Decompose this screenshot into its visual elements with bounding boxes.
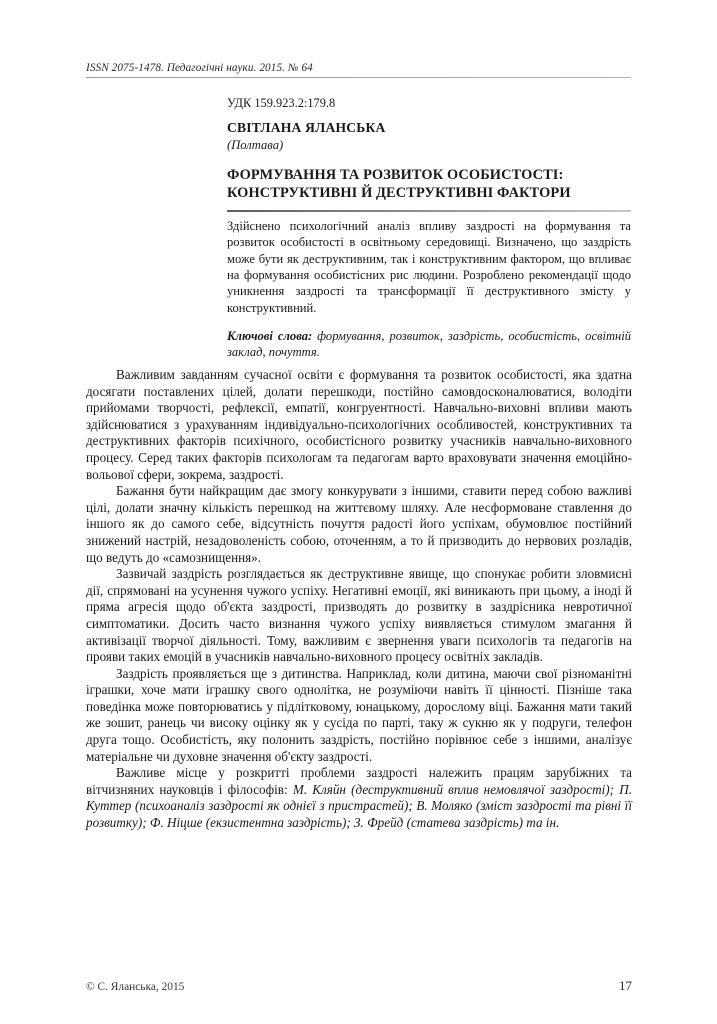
title-divider	[227, 210, 631, 212]
copyright-notice: © С. Яланська, 2015	[86, 981, 185, 993]
page-footer	[86, 978, 632, 994]
page-number: 17	[619, 978, 632, 993]
author-name: СВІТЛАНА ЯЛАНСЬКА	[227, 120, 386, 136]
page-title: ФОРМУВАННЯ ТА РОЗВИТОК ОСОБИСТОСТІ: КОНСТРУКТИВНІ Й ДЕСТРУКТИВНІ ФАКТОРИ	[227, 167, 571, 202]
body-paragraph-1: Важливим завданням сучасної освіти є формування та розвиток особистості, яка здатна досягати поставлених цілей, долати перешкоди, постійно самовдосконалюватися, володіти прийомами творчості, рефлексії, емпатії, конгруентності. Навчально-виховні впливи мають здійснюватися з урахуванням індивідуально-психологічних особливостей, конструктивних та деструктивних факторів психічного, особистісного розвитку учасників навчально-виховного процесу. Серед таких факторів психологам та педагогам варто враховувати значення емоційно-вольової сфери, зокрема, заздрості.	[86, 367, 632, 482]
running-head	[86, 62, 631, 78]
keywords-label: Ключові слова:	[227, 329, 313, 344]
keywords-values: формування, розвиток, заздрість, особистість, освітній заклад, почуття.	[227, 329, 631, 360]
body-paragraph-4: Заздрість проявляється ще з дитинства. Наприклад, коли дитина, маючи свої різноманітні іграшки, хоче мати іграшку свого однолітка, не розуміючи навіть її цінності. Пізніше така поведінка може повторюватись у підлітковому, юнацькому, дорослому віці. Бажання мати такий же зошит, ранець чи високу оцінку як у сусіда по парті, таку ж сукню як у подруги, телефон друга тощо. Особистість, яку полонить заздрість, постійно порівнює себе з іншими, аналізує матеріальне чи духовне значення об'єкту заздрості.	[86, 665, 632, 764]
body-paragraph-5	[86, 765, 632, 831]
udc-code: УДК 159.923.2:179.8	[227, 96, 336, 110]
abstract-text: Здійснено психологічний аналіз впливу заздрості на формування та розвиток особистості в освітньому середовищі. Визначено, що заздрість може бути як деструктивним, так і конструктивним фактором, що впливає на формування особистісних рис людини. Розроблено рекомендації щодо уникнення заздрості та трансформації її деструктивного змісту у конструктивний.	[227, 219, 631, 315]
body-paragraph-5-citations: М. Кляйн (деструктивний вплив немовлячої заздрості); П. Куттер (психоаналіз заздрості як однієї з пристрастей); В. Моляко (зміст заздрості та рівні її розвитку); Ф. Ніцше (екзистентна заздрість); З. Фрейд (статева заздрість) та ін.	[86, 781, 632, 831]
body-paragraph-5-lead: Важливе місце у розкритті проблеми заздрості належить працям зарубіжних та вітчизняних науковців і філософів:	[86, 765, 632, 797]
keywords-line	[227, 328, 631, 361]
author-city: (Полтава)	[227, 138, 284, 153]
abstract-block	[227, 218, 631, 361]
body-paragraph-3: Зазвичай заздрість розглядається як деструктивне явище, що спонукає робити зловмисні дії, спрямовані на усунення чужого успіху. Негативні емоції, які виникають при цьому, а іноді й пряма агресія щодо об'єкта заздрості, призводять до розвитку в заздрісника невротичної симптоматики. Досить часто визнання чужого успіху виявляється стимулом змагання й активізації творчої діяльності. Тому, важливим є звернення уваги психологів та педагогів на прояви таких емоцій в учасників навчально-виховного процесу освітніх закладів.	[86, 566, 632, 665]
running-head-divider	[86, 77, 631, 78]
article-body	[86, 367, 632, 832]
body-paragraph-2: Бажання бути найкращим дає змогу конкурувати з іншими, ставити перед собою важливі цілі, долати значну кількість перешкод на життєвому шляху. Але несформоване ставлення до іншого як до самого себе, відсутність почуття радості його успіхам, обумовлює постійний знижений настрій, незадоволеність собою, оточенням, а то й призводить до нервових розладів, що ведуть до «самознищення».	[86, 483, 632, 565]
article-head-block	[227, 95, 631, 212]
running-head-text: ISSN 2075-1478. Педагогічні науки. 2015. № 64	[86, 62, 313, 74]
